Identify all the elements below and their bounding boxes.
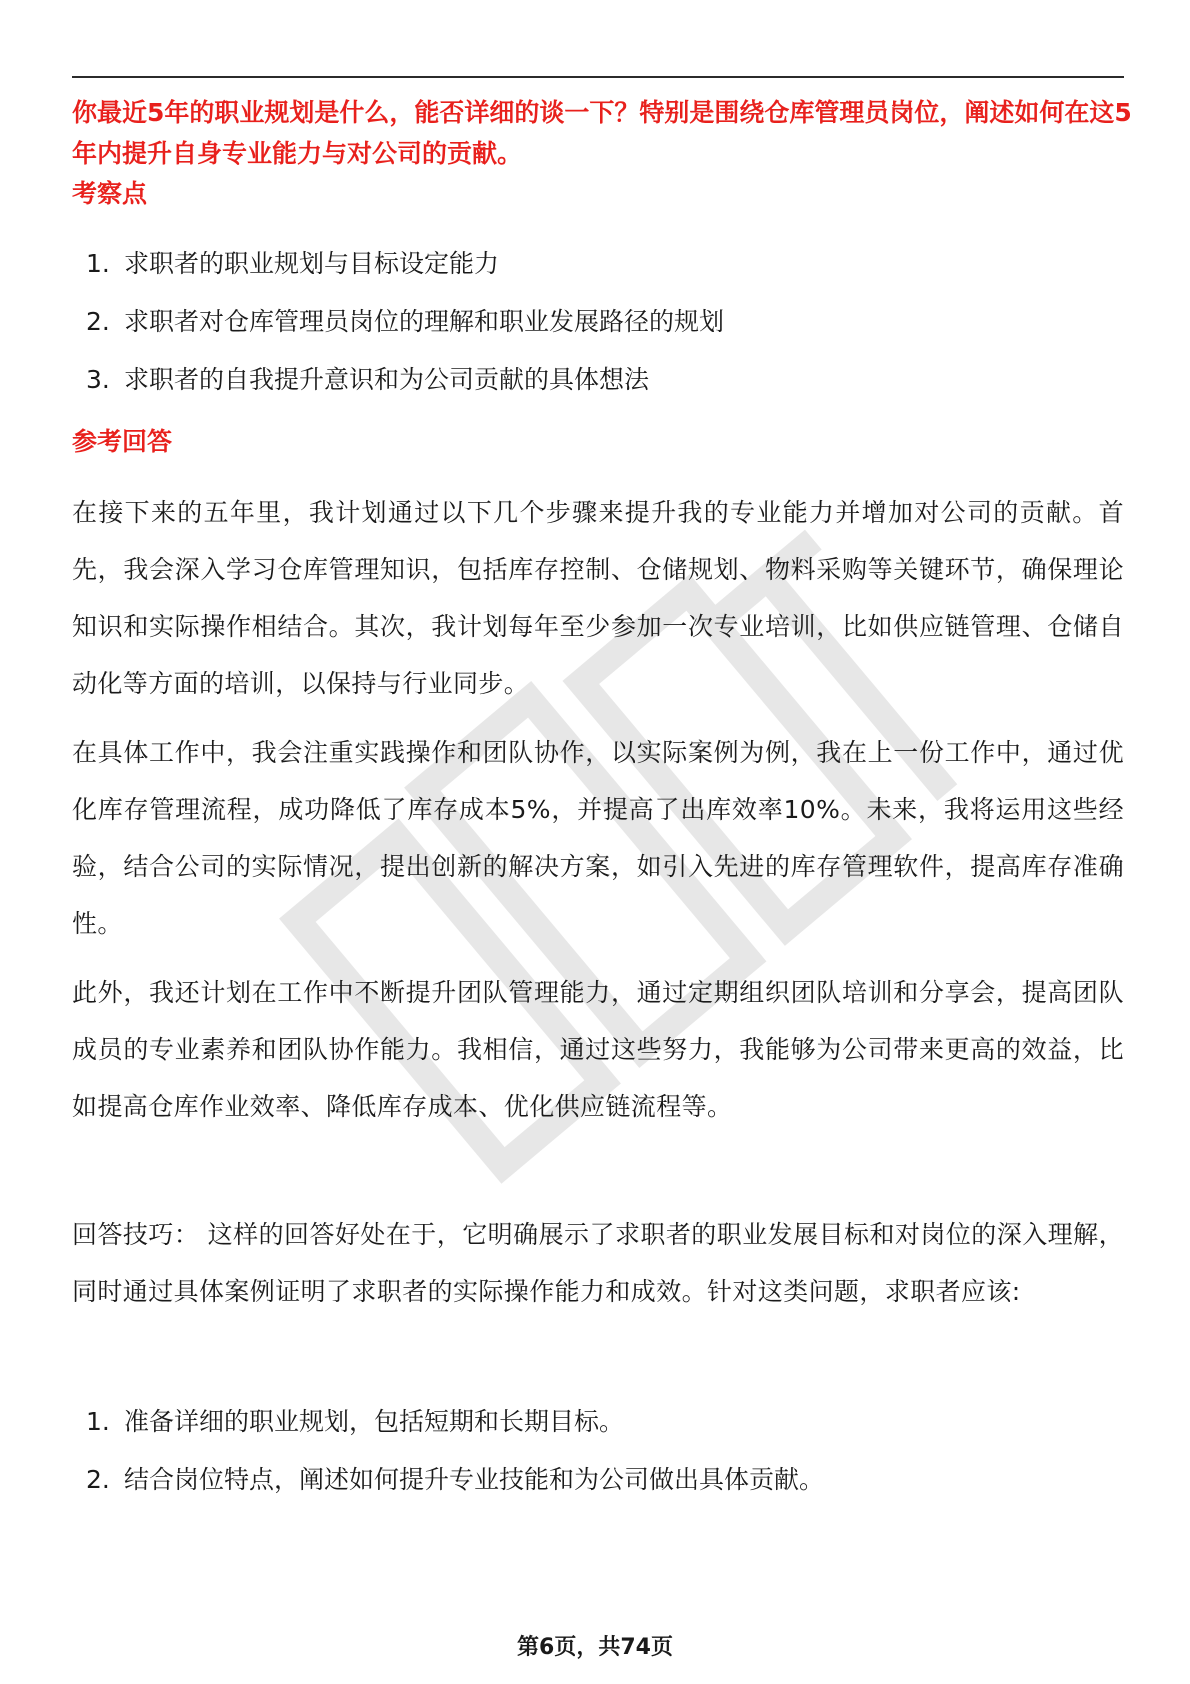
- list-number: 3.: [86, 365, 110, 394]
- list-text: 准备详细的职业规划，包括短期和长期目标。: [124, 1407, 625, 1436]
- page-footer: 第6页，共74页: [517, 1635, 673, 1660]
- list-text: 求职者的自我提升意识和为公司贡献的具体想法: [124, 365, 650, 394]
- answer-paragraph: 在接下来的五年里，我计划通过以下几个步骤来提升我的专业能力并增加对公司的贡献。首先，我会深入学习仓库管理知识，包括库存控制、仓储规划、物料采购等关键环节，确保理论知识和实际操作相结合。其次，我计划每年至少参加一次专业培训，比如供应链管理、仓储自动化等方面的培训，以保持与行业同步。: [72, 498, 1124, 698]
- tips-list: [72, 1404, 1132, 1520]
- section-title-reference-answer: 参考回答: [72, 427, 173, 456]
- list-number: 2.: [86, 307, 110, 336]
- list-number: 1.: [86, 1407, 110, 1436]
- list-number: 1.: [86, 249, 110, 278]
- list-number: 2.: [86, 1465, 110, 1494]
- list-item: [72, 1404, 1132, 1462]
- list-text: 结合岗位特点，阐述如何提升专业技能和为公司做出具体贡献。: [124, 1465, 825, 1494]
- answer-paragraph: 在具体工作中，我会注重实践操作和团队协作，以实际案例为例，我在上一份工作中，通过优化库存管理流程，成功降低了库存成本5%，并提高了出库效率10%。未来，我将运用这些经验，结合公司的实际情况，提出创新的解决方案，如引入先进的库存管理软件，提高库存准确性。: [72, 738, 1124, 938]
- top-divider: [72, 76, 1124, 78]
- section-title-assessment: 考察点: [72, 179, 148, 208]
- list-text: 求职者对仓库管理员岗位的理解和职业发展路径的规划: [124, 307, 725, 336]
- assessment-list: [72, 246, 1132, 420]
- list-item: [72, 246, 1132, 304]
- list-item: [72, 1462, 1132, 1520]
- list-item: [72, 362, 1132, 420]
- list-text: 求职者的职业规划与目标设定能力: [124, 249, 500, 278]
- answer-paragraph: 此外，我还计划在工作中不断提升团队管理能力，通过定期组织团队培训和分享会，提高团队成员的专业素养和团队协作能力。我相信，通过这些努力，我能够为公司带来更高的效益，比如提高仓库作业效率、降低库存成本、优化供应链流程等。: [72, 978, 1124, 1121]
- tips-paragraph: 回答技巧： 这样的回答好处在于，它明确展示了求职者的职业发展目标和对岗位的深入理解，同时通过具体案例证明了求职者的实际操作能力和成效。针对这类问题，求职者应该:: [72, 1220, 1124, 1306]
- question-heading: 你最近5年的职业规划是什么，能否详细的谈一下？特别是围绕仓库管理员岗位，阐述如何在这5年内提升自身专业能力与对公司的贡献。: [72, 98, 1132, 168]
- list-item: [72, 304, 1132, 362]
